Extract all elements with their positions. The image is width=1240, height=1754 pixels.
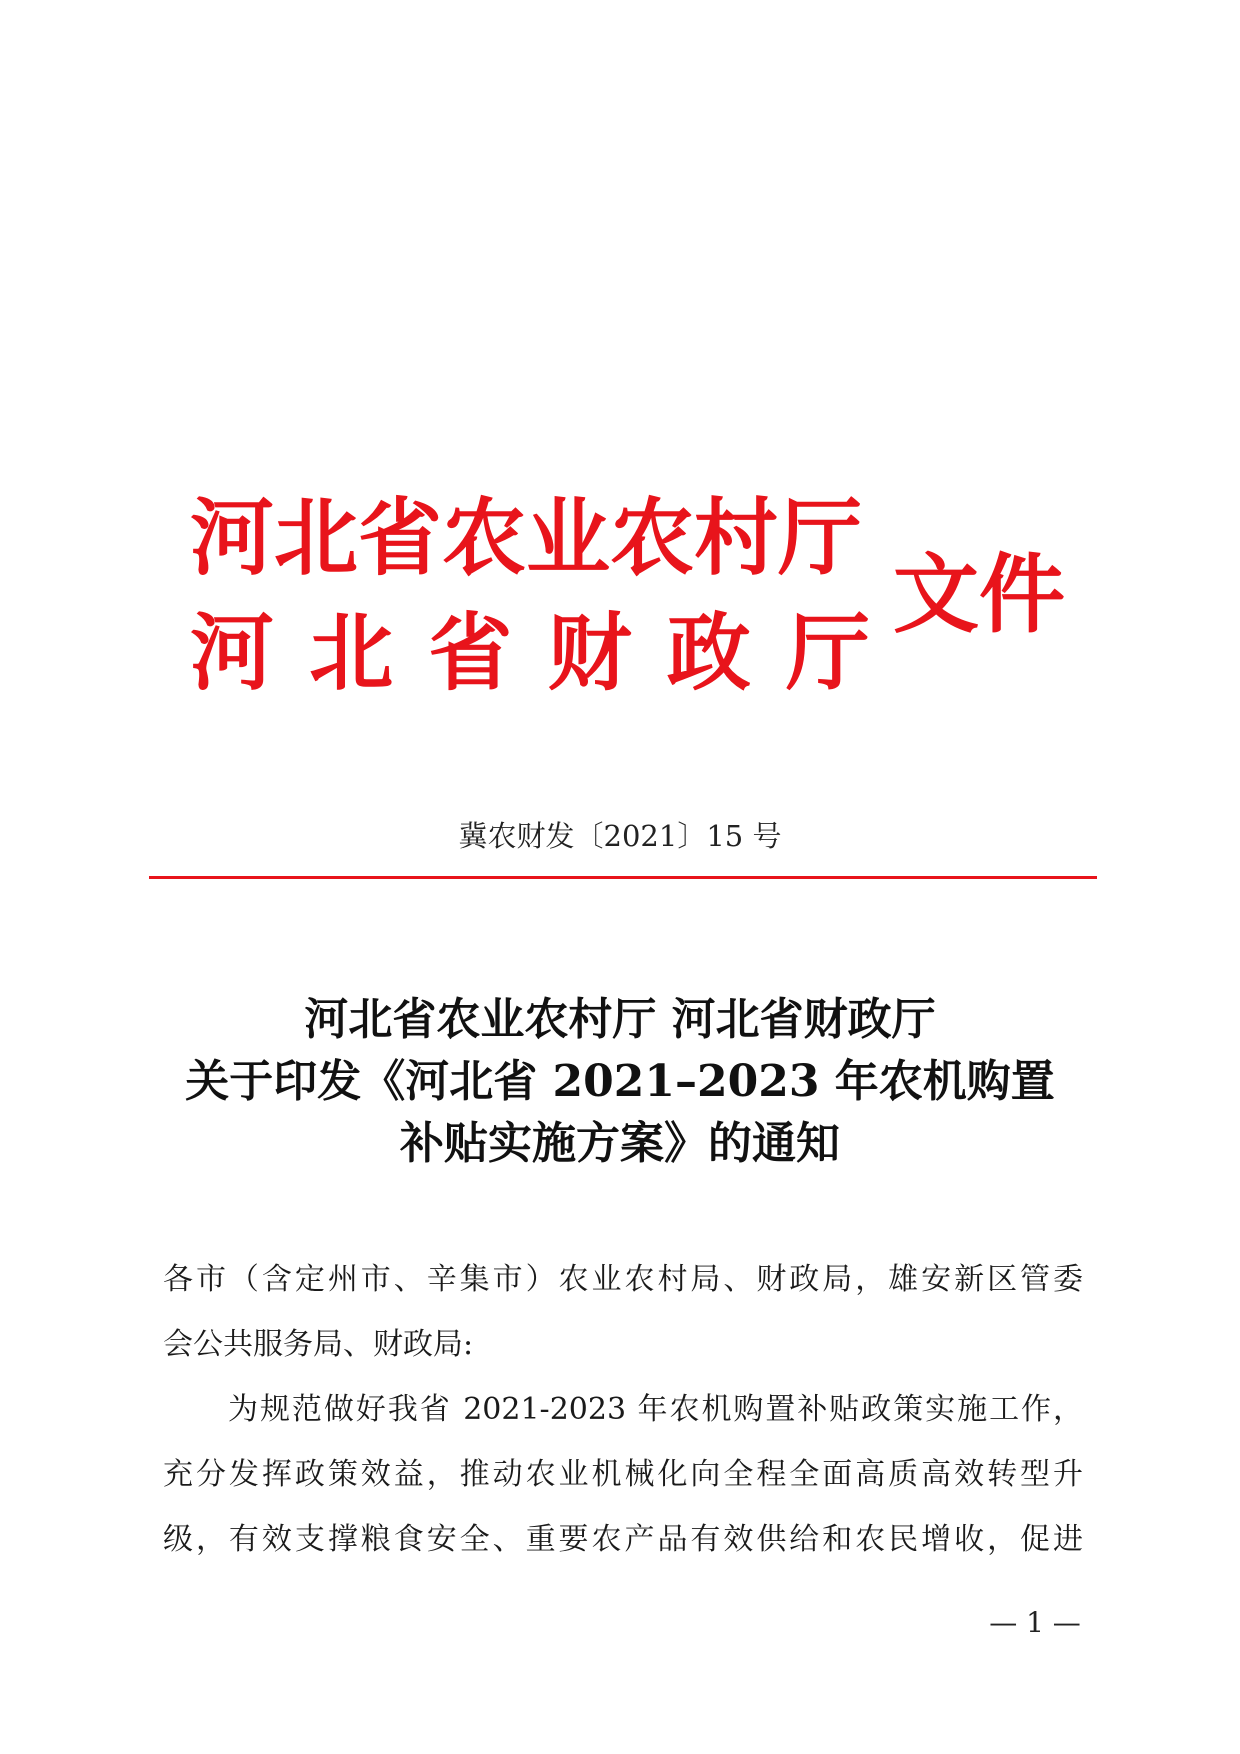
masthead-issuer-agriculture: 河北省农业农村厅 <box>190 488 863 587</box>
body-text-line: 级，有效支撑粮食安全、重要农产品有效供给和农民增收，促进 <box>163 1522 1083 1557</box>
masthead-suffix: 文件 <box>893 544 1065 645</box>
document-title-line-1: 河北省农业农村厅 河北省财政厅 <box>304 994 936 1045</box>
body-text-line: 充分发挥政策效益，推动农业机械化向全程全面高质高效转型升 <box>163 1457 1083 1492</box>
masthead-char: 北 <box>309 603 394 702</box>
document-number: 冀农财发〔2021〕15 号 <box>458 819 782 853</box>
body-text-line: 会公共服务局、财政局: <box>163 1327 474 1362</box>
masthead-issuer-finance <box>190 603 870 703</box>
masthead-char: 政 <box>666 603 751 702</box>
body-text-line: 为规范做好我省 2021-2023 年农机购置补贴政策实施工作， <box>228 1392 1083 1427</box>
red-divider-rule <box>149 876 1097 879</box>
body-text-line: 各市（含定州市、辛集市）农业农村局、财政局，雄安新区管委 <box>163 1262 1083 1297</box>
document-title-line-2: 关于印发《河北省 2021–2023 年农机购置 <box>185 1056 1055 1107</box>
masthead-char: 河 <box>190 603 275 702</box>
document-title-line-3: 补贴实施方案》的通知 <box>400 1118 840 1169</box>
masthead-char: 财 <box>547 603 632 702</box>
masthead-char: 厅 <box>785 603 870 702</box>
page-number: — 1 — <box>989 1606 1081 1639</box>
document-masthead <box>0 0 1240 720</box>
masthead-char: 省 <box>428 603 513 702</box>
